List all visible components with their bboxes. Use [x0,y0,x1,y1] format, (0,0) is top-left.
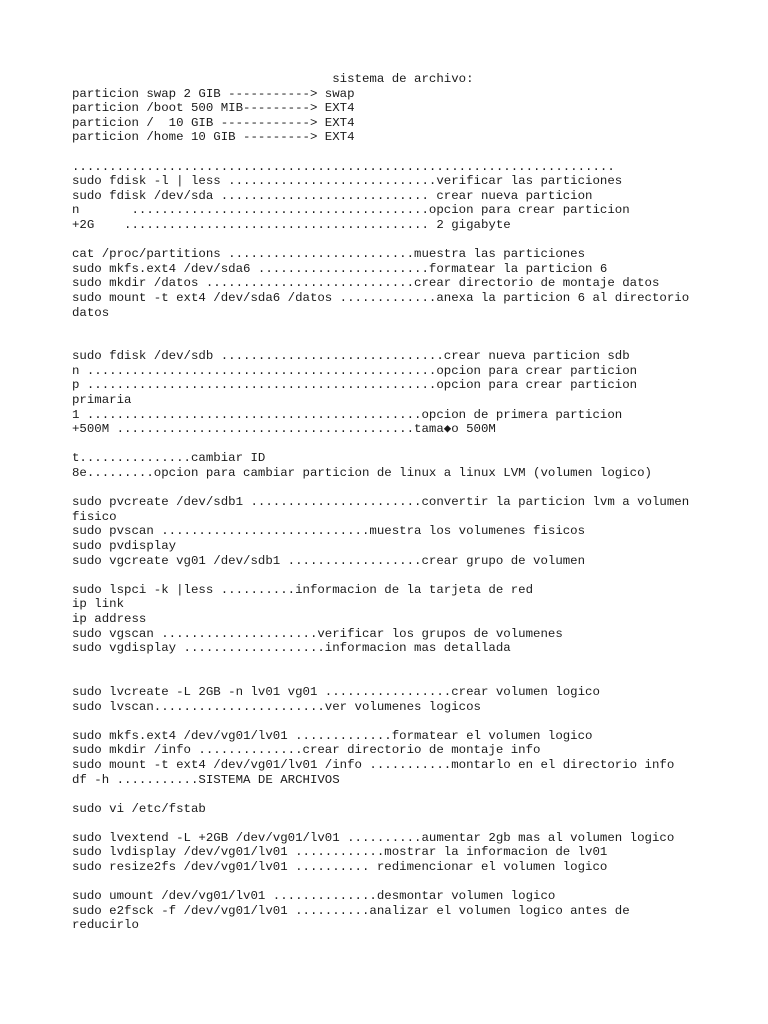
text-line: +2G ......................................... 2 gigabyte [72,217,511,232]
text-line: sistema de archivo: [72,72,474,86]
text-line: p ...............................................opcion para crear particion [72,378,638,393]
text-line: datos [72,305,110,320]
blank-line [72,568,712,583]
document-text [72,72,712,933]
text-line: ......................................................................... [72,159,615,174]
blank-line [72,816,712,831]
text-line: sudo vgscan .....................verificar los grupos de volumenes [72,626,563,641]
text-line: sudo lvextend -L +2GB /dev/vg01/lv01 ..........aumentar 2gb mas al volumen logico [72,830,675,845]
text-line: ip link [72,597,125,612]
text-line: sudo mkdir /info ..............crear directorio de montaje info [72,743,541,758]
text-line: n ........................................opcion para crear particion [72,203,630,218]
blank-line [72,437,712,452]
text-line: sudo resize2fs /dev/vg01/lv01 .......... redimencionar el volumen logico [72,860,608,875]
text-line: sudo fdisk -l | less ............................verificar las particiones [72,174,623,189]
text-line: sudo e2fsck -f /dev/vg01/lv01 ..........analizar el volumen logico antes de [72,903,630,918]
blank-line [72,656,712,671]
text-line: particion /boot 500 MIB---------> EXT4 [72,101,355,116]
text-line: fisico [72,509,117,524]
blank-line [72,481,712,496]
blank-line [72,787,712,802]
text-line: sudo lvdisplay /dev/vg01/lv01 ............mostrar la informacion de lv01 [72,845,608,860]
text-line: sudo fdisk /dev/sdb ..............................crear nueva particion sdb [72,349,630,364]
text-line: particion swap 2 GIB -----------> swap [72,86,355,101]
blank-line [72,875,712,890]
text-line: sudo umount /dev/vg01/lv01 ..............desmontar volumen logico [72,889,556,904]
blank-line [72,335,712,350]
text-line: sudo pvscan ............................muestra los volumenes fisicos [72,524,586,539]
text-line: df -h ...........SISTEMA DE ARCHIVOS [72,772,340,787]
text-line: sudo mkdir /datos ............................crear directorio de montaje datos [72,276,660,291]
text-line: particion / 10 GIB ------------> EXT4 [72,115,355,130]
blank-line [72,714,712,729]
text-line: sudo lvscan.......................ver volumenes logicos [72,699,481,714]
text-line: sudo mount -t ext4 /dev/vg01/lv01 /info ...........montarlo en el directorio info [72,757,675,772]
text-line: sudo vgcreate vg01 /dev/sdb1 ..................crear grupo de volumen [72,553,586,568]
text-line: sudo vi /etc/fstab [72,801,206,816]
text-line: sudo vgdisplay ...................informacion mas detallada [72,641,511,656]
blank-line [72,670,712,685]
text-line: sudo lspci -k |less ..........informacion de la tarjeta de red [72,582,534,597]
text-line: t...............cambiar ID [72,451,266,466]
text-line: sudo lvcreate -L 2GB -n lv01 vg01 .................crear volumen logico [72,684,600,699]
blank-line [72,145,712,160]
text-line: cat /proc/partitions .........................muestra las particiones [72,247,586,262]
text-line: primaria [72,393,132,408]
text-line: +500M ........................................tama◆o 500M [72,422,496,437]
text-line: sudo fdisk /dev/sda ............................ crear nueva particion [72,188,593,203]
text-line: n ...............................................opcion para crear particion [72,363,638,378]
text-line: sudo mkfs.ext4 /dev/vg01/lv01 .............formatear el volumen logico [72,728,593,743]
text-line: 1 .............................................opcion de primera particion [72,407,623,422]
text-line: reducirlo [72,918,139,933]
text-line: particion /home 10 GIB ---------> EXT4 [72,130,355,145]
text-line: ip address [72,611,147,626]
blank-line [72,233,712,248]
text-line: sudo pvdisplay [72,539,177,553]
text-line: sudo mount -t ext4 /dev/sda6 /datos .............anexa la particion 6 al directorio [72,290,690,305]
text-line: 8e.........opcion para cambiar particion de linux a linux LVM (volumen logico) [72,466,652,481]
blank-line [72,320,712,335]
text-line: sudo mkfs.ext4 /dev/sda6 .......................formatear la particion 6 [72,261,608,276]
text-line: sudo pvcreate /dev/sdb1 .......................convertir la particion lvm a volumen [72,495,690,510]
